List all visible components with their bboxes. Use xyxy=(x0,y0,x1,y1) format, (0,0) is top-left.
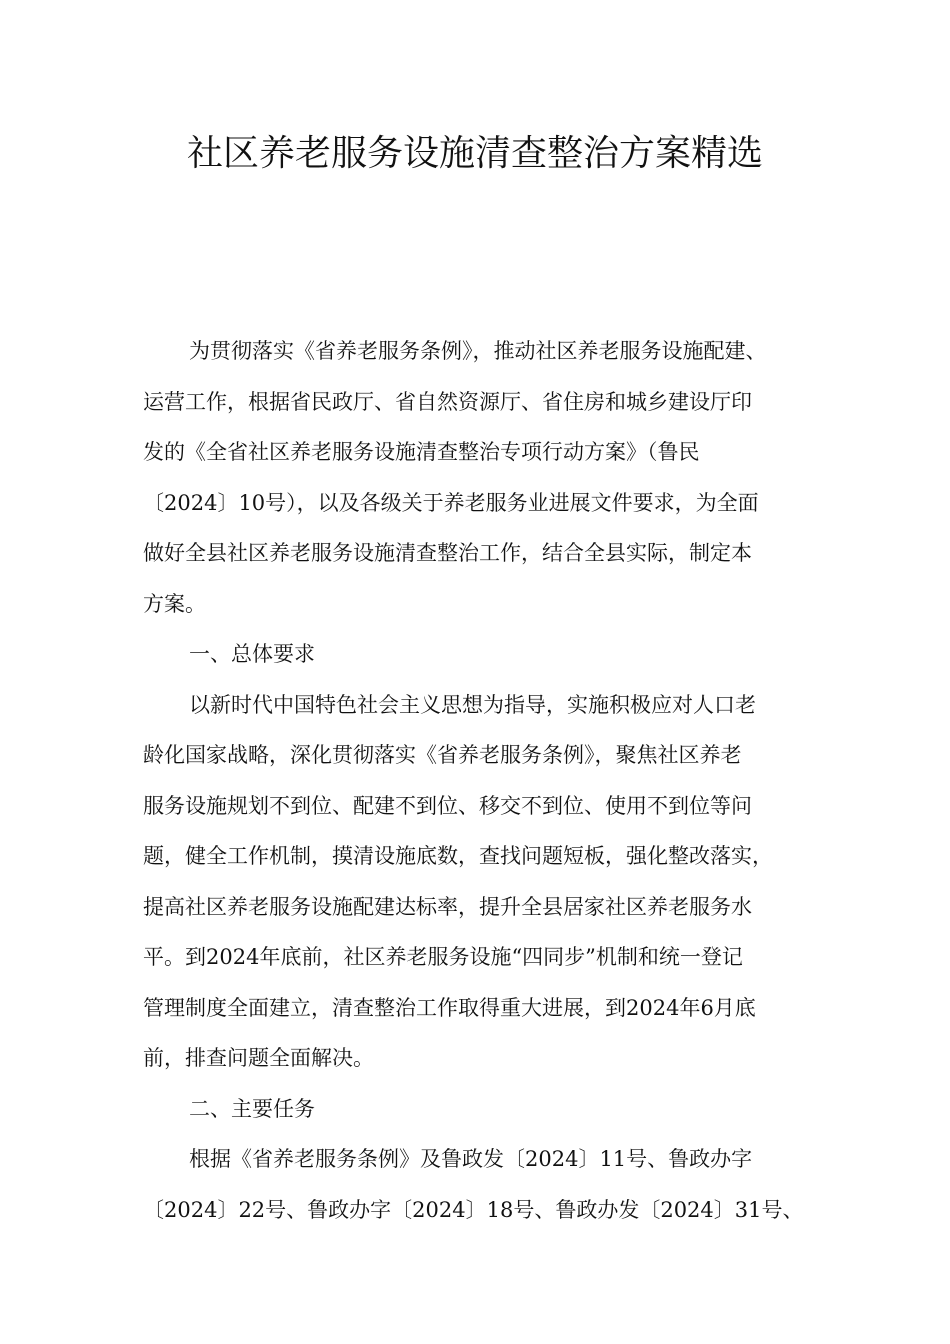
paragraph-2-line-4: 题，健全工作机制，摸清设施底数，查找问题短板，强化整改落实， xyxy=(143,844,773,868)
paragraph-1-line-1: 为贯彻落实《省养老服务条例》，推动社区养老服务设施配建、 xyxy=(189,339,767,363)
paragraph-3-line-1: 根据《省养老服务条例》及鲁政发〔2024〕11号、鲁政办字 xyxy=(189,1147,753,1171)
paragraph-2-line-1: 以新时代中国特色社会主义思想为指导，实施积极应对人口老 xyxy=(189,692,756,717)
paragraph-1-line-6: 方案。 xyxy=(143,591,206,616)
paragraph-3-line-2: 〔2024〕22号、鲁政办字〔2024〕18号、鲁政办发〔2024〕31号、 xyxy=(143,1197,804,1222)
paragraph-1-line-3: 发的《全省社区养老服务设施清查整治专项行动方案》（鲁民 xyxy=(143,440,700,464)
paragraph-2-line-6: 平。到2024年底前，社区养老服务设施“四同步”机制和统一登记 xyxy=(143,945,743,969)
paragraph-2-line-8: 前，排查问题全面解决。 xyxy=(143,1046,374,1070)
paragraph-2-line-5: 提高社区养老服务设施配建达标率，提升全县居家社区养老服务水 xyxy=(143,894,752,919)
section-heading-1: 一、总体要求 xyxy=(189,642,315,666)
paragraph-2-line-2: 龄化国家战略，深化贯彻落实《省养老服务条例》，聚焦社区养老 xyxy=(143,743,742,767)
section-heading-2: 二、主要任务 xyxy=(189,1096,315,1121)
document-title: 社区养老服务设施清查整治方案精选 xyxy=(186,133,763,174)
document-body xyxy=(143,326,813,1235)
paragraph-1-line-2: 运营工作，根据省民政厅、省自然资源厅、省住房和城乡建设厅印 xyxy=(143,389,752,414)
paragraph-1-line-4: 〔2024〕10号），以及各级关于养老服务业进展文件要求，为全面 xyxy=(143,490,759,515)
paragraph-2-line-3: 服务设施规划不到位、配建不到位、移交不到位、使用不到位等问 xyxy=(143,793,752,818)
paragraph-2-line-7: 管理制度全面建立，清查整治工作取得重大进展，到2024年6月底 xyxy=(143,995,756,1020)
paragraph-1-line-5: 做好全县社区养老服务设施清查整治工作，结合全县实际，制定本 xyxy=(143,541,752,565)
